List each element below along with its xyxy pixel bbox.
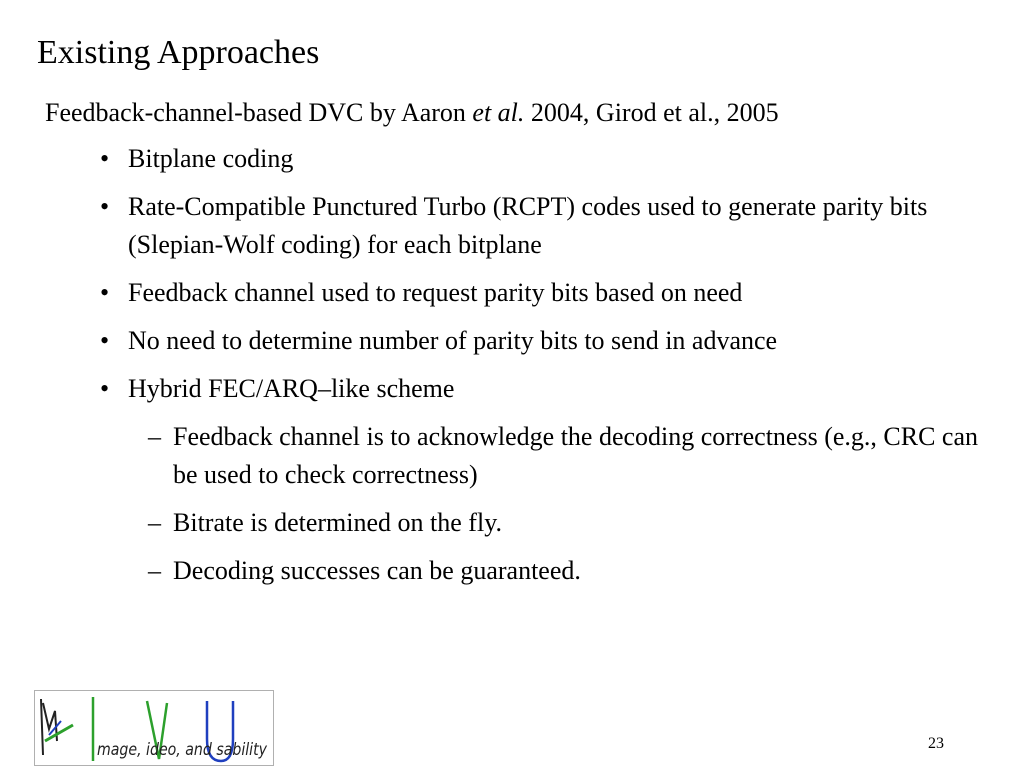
- ivu-logo-graphic: [35, 691, 273, 765]
- page-number: 23: [928, 735, 944, 752]
- bullet-marker: •: [100, 192, 110, 221]
- bullet-item: [0, 322, 988, 360]
- subtitle-text-post: 2004, Girod et al., 2005: [524, 98, 779, 127]
- bullet-marker: •: [100, 374, 110, 403]
- bullet-text: Feedback channel used to request parity bits based on need: [128, 278, 743, 307]
- bullet-text: Bitplane coding: [128, 144, 294, 173]
- bullet-item: [0, 188, 988, 264]
- sub-bullet-item: [0, 552, 993, 590]
- sub-bullet-text: Decoding successes can be guaranteed.: [173, 556, 581, 585]
- bullet-list: [0, 140, 1024, 600]
- bullet-text: No need to determine number of parity bits to send in advance: [128, 326, 778, 355]
- sub-bullet-item: [0, 418, 993, 494]
- sub-bullet-text: Bitrate is determined on the fly.: [173, 508, 502, 537]
- bullet-text: Rate-Compatible Punctured Turbo (RCPT) codes used to generate parity bits (Slepian-Wolf coding) for each bitplane: [128, 192, 928, 259]
- bullet-marker: •: [100, 278, 110, 307]
- bullet-marker: •: [100, 326, 110, 355]
- bullet-item: [0, 370, 988, 408]
- ivu-logo-text: mage, ideo, and sability: [97, 740, 268, 760]
- sub-bullet-marker: –: [148, 508, 161, 537]
- slide-title: Existing Approaches: [37, 34, 320, 71]
- slide-subtitle: [45, 95, 779, 131]
- ivu-logo: [34, 690, 274, 766]
- sub-bullet-text: Feedback channel is to acknowledge the decoding correctness (e.g., CRC can be used to check correctness): [173, 422, 978, 489]
- bullet-text: Hybrid FEC/ARQ–like scheme: [128, 374, 455, 403]
- sub-bullet-item: [0, 504, 993, 542]
- sub-bullet-marker: –: [148, 422, 161, 451]
- bullet-item: [0, 140, 988, 178]
- bullet-item: [0, 274, 988, 312]
- sub-bullet-marker: –: [148, 556, 161, 585]
- bullet-marker: •: [100, 144, 110, 173]
- subtitle-text-pre: Feedback-channel-based DVC by Aaron: [45, 98, 473, 127]
- subtitle-text-emphasis: et al.: [472, 98, 525, 127]
